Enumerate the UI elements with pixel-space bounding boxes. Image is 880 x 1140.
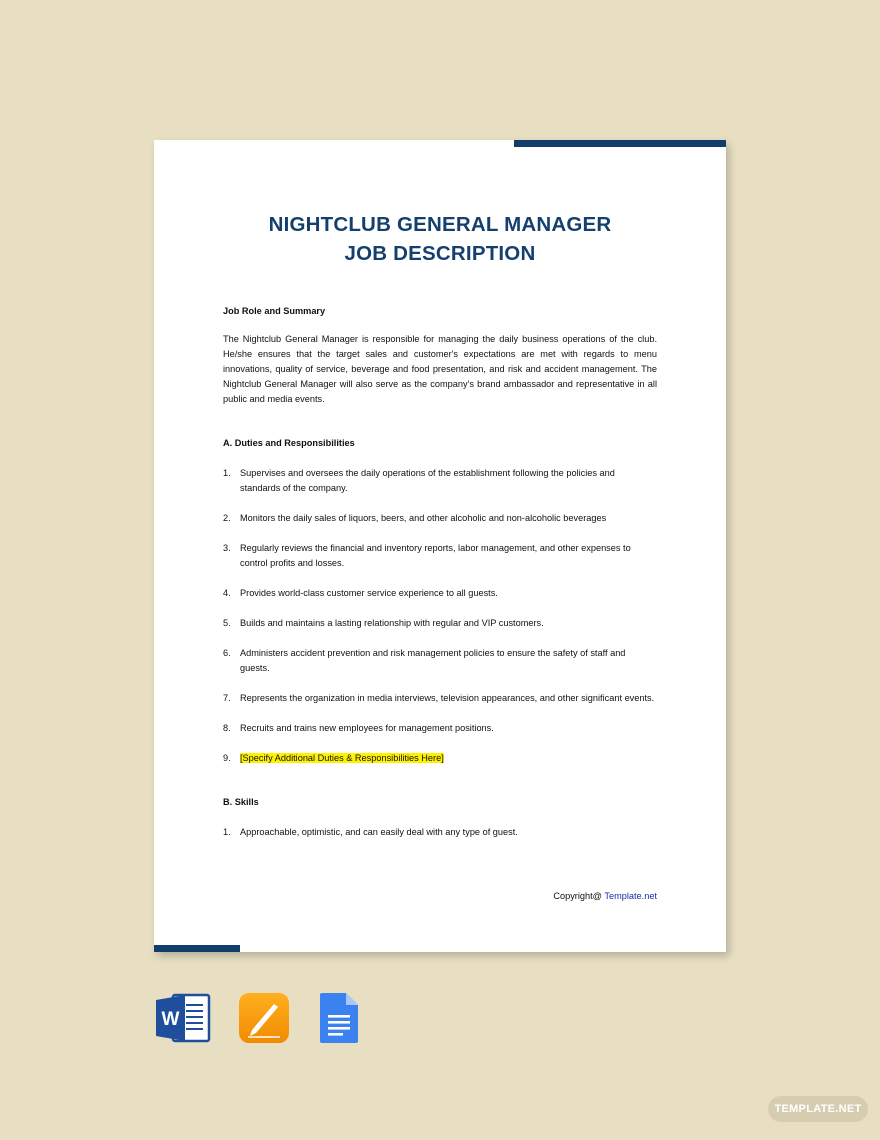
list-item	[223, 691, 657, 706]
list-item	[223, 586, 657, 601]
list-text: Recruits and trains new employees for management positions.	[240, 723, 494, 733]
document-body	[223, 304, 657, 855]
list-item	[223, 646, 657, 676]
list-item	[223, 825, 657, 840]
list-number: 8.	[223, 723, 231, 733]
list-number: 3.	[223, 543, 231, 553]
document-page	[154, 140, 726, 952]
template-link[interactable]: Template.net	[604, 891, 657, 901]
copyright-label: Copyright@	[553, 891, 605, 901]
duties-heading: A. Duties and Responsibilities	[223, 438, 355, 448]
list-text: Supervises and oversees the daily operations of the establishment following the policies and standards of the company.	[240, 468, 615, 493]
list-text: Administers accident prevention and risk management policies to ensure the safety of staff and guests.	[240, 648, 626, 673]
pages-icon[interactable]	[238, 992, 290, 1044]
list-text: Represents the organization in media interviews, television appearances, and other significant events.	[240, 693, 655, 703]
list-number: 7.	[223, 693, 231, 703]
list-item	[223, 721, 657, 736]
word-icon[interactable]	[155, 992, 211, 1044]
list-number: 4.	[223, 588, 231, 598]
title-line-2: JOB DESCRIPTION	[344, 242, 536, 265]
skills-heading: B. Skills	[223, 797, 259, 807]
app-icons	[155, 992, 360, 1044]
list-text: Provides world-class customer service experience to all guests.	[240, 588, 498, 598]
summary-heading: Job Role and Summary	[223, 306, 326, 316]
list-text: Monitors the daily sales of liquors, beers, and other alcoholic and non-alcoholic beverages	[240, 513, 607, 523]
list-text: Regularly reviews the financial and inventory reports, labor management, and other expenses to control profits and losses.	[240, 543, 631, 568]
summary-paragraph: The Nightclub General Manager is responsible for managing the daily business operations of the club. He/she ensures that the target sales and customer's expectations are met with regards to menu innovations, quality of service, beverage and food presentation, and risk and accident management. The Nightclub General Manager will also serve as the company's brand ambassador and representative in all public and media events.	[223, 334, 657, 404]
title-line-1: NIGHTCLUB GENERAL MANAGER	[268, 213, 612, 236]
bottom-accent-bar	[154, 945, 240, 952]
copyright-line	[553, 891, 657, 901]
list-number: 2.	[223, 513, 231, 523]
list-number: 9.	[223, 753, 231, 763]
duties-list	[223, 466, 657, 766]
list-number: 1.	[223, 827, 231, 837]
list-item	[223, 616, 657, 631]
google-docs-icon[interactable]	[318, 992, 360, 1044]
list-text: Builds and maintains a lasting relationship with regular and VIP customers.	[240, 618, 544, 628]
list-item	[223, 511, 657, 526]
list-number: 1.	[223, 468, 231, 478]
placeholder-highlight: [Specify Additional Duties & Responsibilities Here]	[240, 753, 444, 763]
skills-list	[223, 825, 657, 840]
list-item	[223, 466, 657, 496]
list-text: Approachable, optimistic, and can easily deal with any type of guest.	[240, 827, 518, 837]
top-accent-bar	[514, 140, 726, 147]
svg-text:W: W	[161, 1009, 180, 1030]
list-number: 5.	[223, 618, 231, 628]
list-item	[223, 541, 657, 571]
list-number: 6.	[223, 648, 231, 658]
template-net-badge[interactable]: TEMPLATE.NET	[768, 1096, 868, 1122]
list-item	[223, 751, 657, 766]
document-title	[154, 210, 726, 268]
